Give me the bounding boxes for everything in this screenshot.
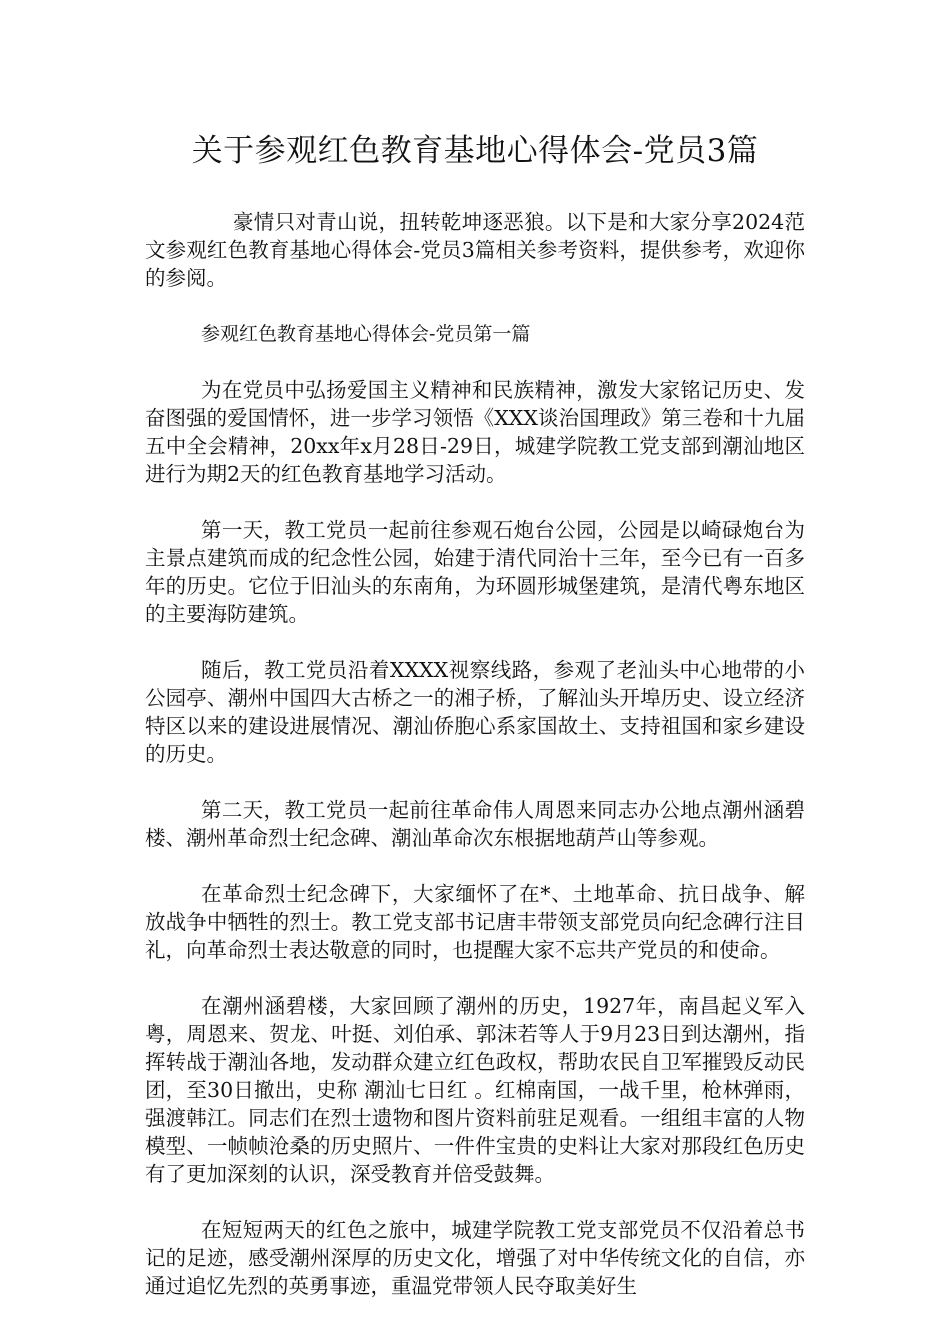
body-paragraph: 在潮州涵碧楼，大家回顾了潮州的历史，1927年，南昌起义军入粤，周恩来、贺龙、叶挺、刘伯承、郭沫若等人于9月23日到达潮州，指挥转战于潮汕各地，发动群众建立红色政权，帮助农民自卫军摧毁反动民团，至30日撤出，史称 潮汕七日红 。红棉南国，一战千里，枪林弹雨，强渡韩江。同志们在烈士遗物和图片资料前驻足观看。一组组丰富的人物模型、一帧帧沧桑的历史照片、一件件宝贵的史料让大家对那段红色历史有了更加深刻的认识，深受教育并倍受鼓舞。: [145, 994, 805, 1186]
body-paragraph: 为在党员中弘扬爱国主义精神和民族精神，激发大家铭记历史、发奋图强的爱国情怀，进一步学习领悟《XXX谈治国理政》第三卷和十九届五中全会精神，20xx年x月28日-29日，城建学院教工党支部到潮汕地区进行为期2天的红色教育基地学习活动。: [145, 378, 805, 486]
section-heading: 参观红色教育基地心得体会-党员第一篇: [201, 323, 531, 345]
intro-paragraph: 豪情只对青山说，扭转乾坤逐恶狼。以下是和大家分享2024范文参观红色教育基地心得体会-党员3篇相关参考资料，提供参考，欢迎你的参阅。: [145, 210, 805, 290]
body-paragraph: 随后，教工党员沿着XXXX视察线路，参观了老汕头中心地带的小公园亭、潮州中国四大古桥之一的湘子桥，了解汕头开埠历史、设立经济特区以来的建设进展情况、潮汕侨胞心系家国故土、支持祖国和家乡建设的历史。: [145, 658, 805, 766]
document-page: [145, 130, 805, 1300]
document-title: 关于参观红色教育基地心得体会-党员3篇: [191, 133, 759, 169]
body-paragraph: 在革命烈士纪念碑下，大家缅怀了在*、土地革命、抗日战争、解放战争中牺牲的烈士。教工党支部书记唐丰带领支部党员向纪念碑行注目礼，向革命烈士表达敬意的同时，也提醒大家不忘共产党员的和使命。: [145, 882, 805, 962]
body-paragraph: 在短短两天的红色之旅中，城建学院教工党支部党员不仅沿着总书记的足迹，感受潮州深厚的历史文化，增强了对中华传统文化的自信，亦通过追忆先烈的英勇事迹，重温党带领人民夺取美好生: [145, 1218, 805, 1298]
body-paragraph: 第一天，教工党员一起前往参观石炮台公园，公园是以崎碌炮台为主景点建筑而成的纪念性公园，始建于清代同治十三年，至今已有一百多年的历史。它位于旧汕头的东南角，为环圆形城堡建筑，是清代粤东地区的主要海防建筑。: [145, 518, 805, 626]
body-paragraph: 第二天，教工党员一起前往革命伟人周恩来同志办公地点潮州涵碧楼、潮州革命烈士纪念碑、潮汕革命次东根据地葫芦山等参观。: [145, 798, 805, 850]
